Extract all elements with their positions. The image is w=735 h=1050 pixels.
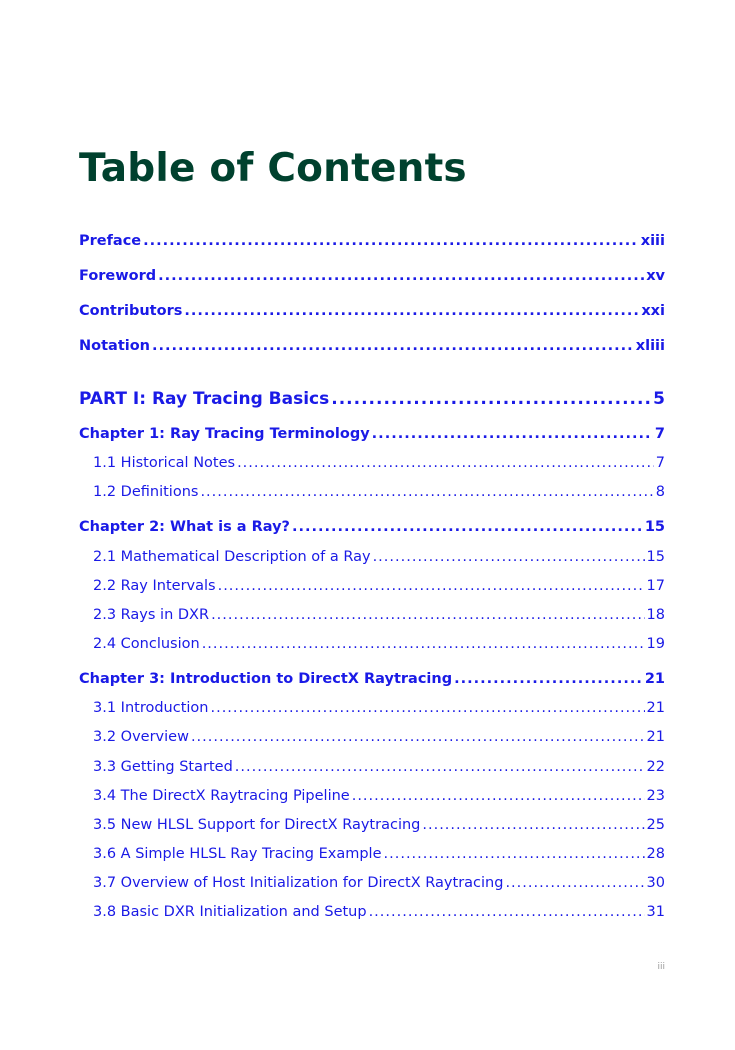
toc-entry-part-1[interactable] [79,389,665,409]
leader-dots [454,671,643,687]
toc-entry-1-1[interactable] [93,455,665,471]
toc-entry-chapter-1[interactable] [79,426,665,442]
toc-entry-chapter-3[interactable] [79,671,665,687]
leader-dots [505,875,644,891]
toc-entry-label: Chapter 2: What is a Ray? [79,519,290,535]
toc-entry-foreword[interactable] [79,268,665,284]
leader-dots [372,426,653,442]
leader-dots [184,303,639,319]
toc-entry-2-1[interactable] [93,549,665,565]
leader-dots [422,817,644,833]
leader-dots [211,607,644,623]
toc-entry-page: xliii [635,338,665,354]
toc-entry-label: 1.2 Definitions [93,484,199,500]
toc-entry-page: 21 [646,700,665,716]
toc-entry-page: 19 [646,636,665,652]
toc-entry-3-8[interactable] [93,904,665,920]
leader-dots [191,729,645,745]
toc-entry-3-1[interactable] [93,700,665,716]
toc-entry-3-7[interactable] [93,875,665,891]
toc-entry-label: 3.7 Overview of Host Initialization for DirectX Raytracing [93,875,504,891]
toc-entry-2-3[interactable] [93,607,665,623]
toc-entry-2-4[interactable] [93,636,665,652]
toc-entry-page: 18 [646,607,665,623]
toc-entry-page: xv [646,268,665,284]
toc-entry-label: Foreword [79,268,157,284]
toc-entry-label: Chapter 3: Introduction to DirectX Raytracing [79,671,453,687]
toc-entry-page: 15 [646,549,665,565]
toc-entry-label: 3.3 Getting Started [93,759,233,775]
toc-entry-label: 2.3 Rays in DXR [93,607,210,623]
toc-entry-label: 3.2 Overview [93,729,189,745]
toc-entry-page: 7 [655,455,665,471]
leader-dots [158,268,644,284]
page-number: iii [657,962,665,972]
toc-entry-page: 25 [646,817,665,833]
toc-entry-label: Chapter 1: Ray Tracing Terminology [79,426,370,442]
toc-entry-page: 22 [646,759,665,775]
toc-entry-label: 3.1 Introduction [93,700,209,716]
toc-entry-label: 2.1 Mathematical Description of a Ray [93,549,371,565]
toc-entry-page: 7 [654,426,665,442]
toc-entry-page: 5 [653,389,665,409]
leader-dots [373,549,645,565]
toc-entry-notation[interactable] [79,338,665,354]
toc-entry-3-3[interactable] [93,759,665,775]
toc-entry-page: xxi [641,303,665,319]
toc-entry-page: 28 [646,846,665,862]
page-title: Table of Contents [79,146,467,191]
leader-dots [210,700,644,716]
leader-dots [331,389,651,409]
toc-entry-page: 21 [644,671,665,687]
leader-dots [384,846,645,862]
leader-dots [202,636,645,652]
toc-entry-label: 1.1 Historical Notes [93,455,236,471]
toc-entry-label: Contributors [79,303,183,319]
toc-entry-page: 31 [646,904,665,920]
toc-entry-page: xiii [640,233,665,249]
leader-dots [218,578,645,594]
toc-entry-label: 3.6 A Simple HLSL Ray Tracing Example [93,846,382,862]
toc-entry-page: 8 [655,484,665,500]
toc-entry-label: 2.4 Conclusion [93,636,200,652]
toc-entry-contributors[interactable] [79,303,665,319]
toc-entry-3-2[interactable] [93,729,665,745]
toc-entry-label: Notation [79,338,150,354]
toc-entry-page: 17 [646,578,665,594]
leader-dots [292,519,643,535]
leader-dots [235,759,645,775]
toc-entry-label: 3.4 The DirectX Raytracing Pipeline [93,788,350,804]
leader-dots [143,233,639,249]
toc-entry-preface[interactable] [79,233,665,249]
toc-entry-1-2[interactable] [93,484,665,500]
toc-entry-page: 21 [646,729,665,745]
toc-entry-chapter-2[interactable] [79,519,665,535]
toc-entry-page: 15 [644,519,665,535]
toc-entry-page: 30 [646,875,665,891]
toc-entry-label: Preface [79,233,142,249]
toc-entry-3-6[interactable] [93,846,665,862]
leader-dots [200,484,653,500]
toc-entry-3-4[interactable] [93,788,665,804]
toc-entry-2-2[interactable] [93,578,665,594]
toc-entry-label: 3.8 Basic DXR Initialization and Setup [93,904,367,920]
leader-dots [352,788,645,804]
toc-entry-3-5[interactable] [93,817,665,833]
toc-entry-label: 2.2 Ray Intervals [93,578,216,594]
leader-dots [237,455,654,471]
toc-entry-page: 23 [646,788,665,804]
leader-dots [152,338,634,354]
toc-entry-label: PART I: Ray Tracing Basics [79,389,330,409]
leader-dots [369,904,645,920]
toc-entry-label: 3.5 New HLSL Support for DirectX Raytracing [93,817,421,833]
